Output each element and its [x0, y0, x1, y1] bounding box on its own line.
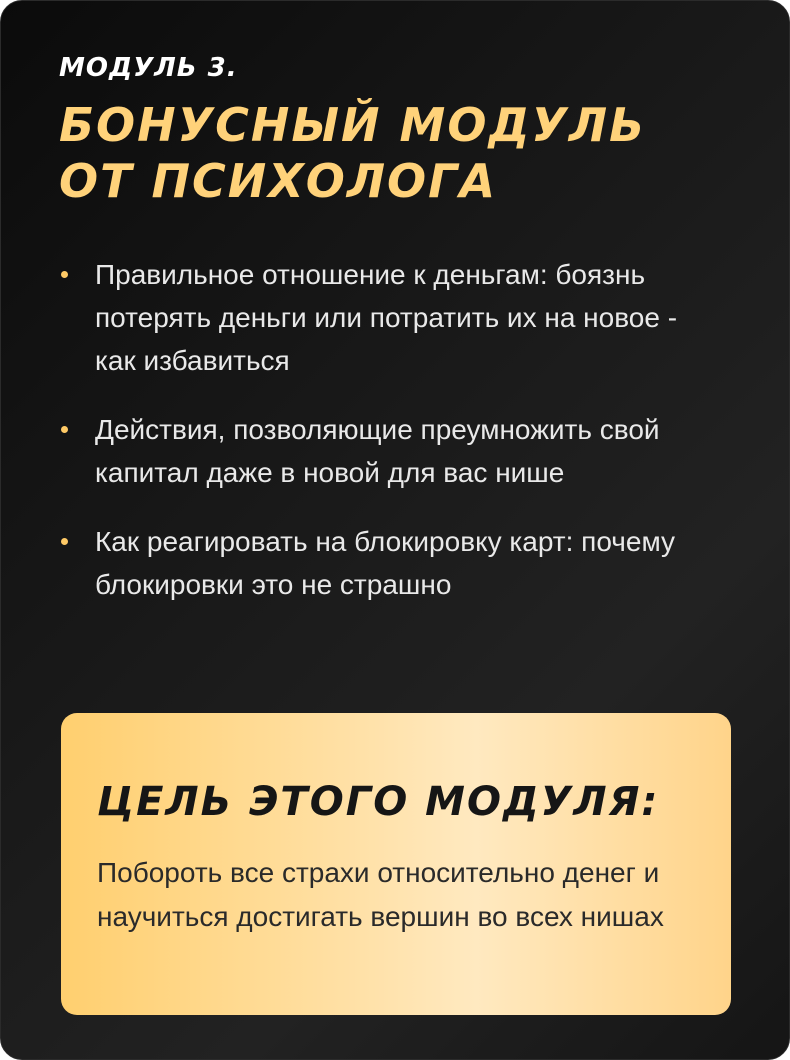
topics-list	[59, 253, 699, 632]
bullet-dot-icon	[61, 426, 68, 433]
goal-text: Побороть все страхи относительно денег и научиться достигать вершин во всех нишах	[97, 857, 664, 932]
list-item-text: Правильное отношение к деньгам: боязнь потерять деньги или потратить их на новое - как избавиться	[95, 259, 678, 376]
list-item-text: Действия, позволяющие преумножить свой капитал даже в новой для вас нише	[95, 414, 660, 488]
module-title-line-2: ОТ ПСИХОЛОГА	[59, 154, 498, 208]
bullet-dot-icon	[61, 271, 68, 278]
goal-title: ЦЕЛЬ ЭТОГО МОДУЛЯ:	[97, 779, 660, 825]
module-label: МОДУЛЬ 3.	[59, 53, 238, 83]
goal-box	[61, 713, 731, 1015]
module-title	[59, 97, 646, 209]
list-item	[59, 520, 699, 606]
bullet-dot-icon	[61, 538, 68, 545]
list-item-text: Как реагировать на блокировку карт: почему блокировки это не страшно	[95, 526, 676, 600]
list-item	[59, 253, 699, 382]
list-item	[59, 408, 699, 494]
module-title-line-1: БОНУСНЫЙ МОДУЛЬ	[59, 98, 647, 152]
